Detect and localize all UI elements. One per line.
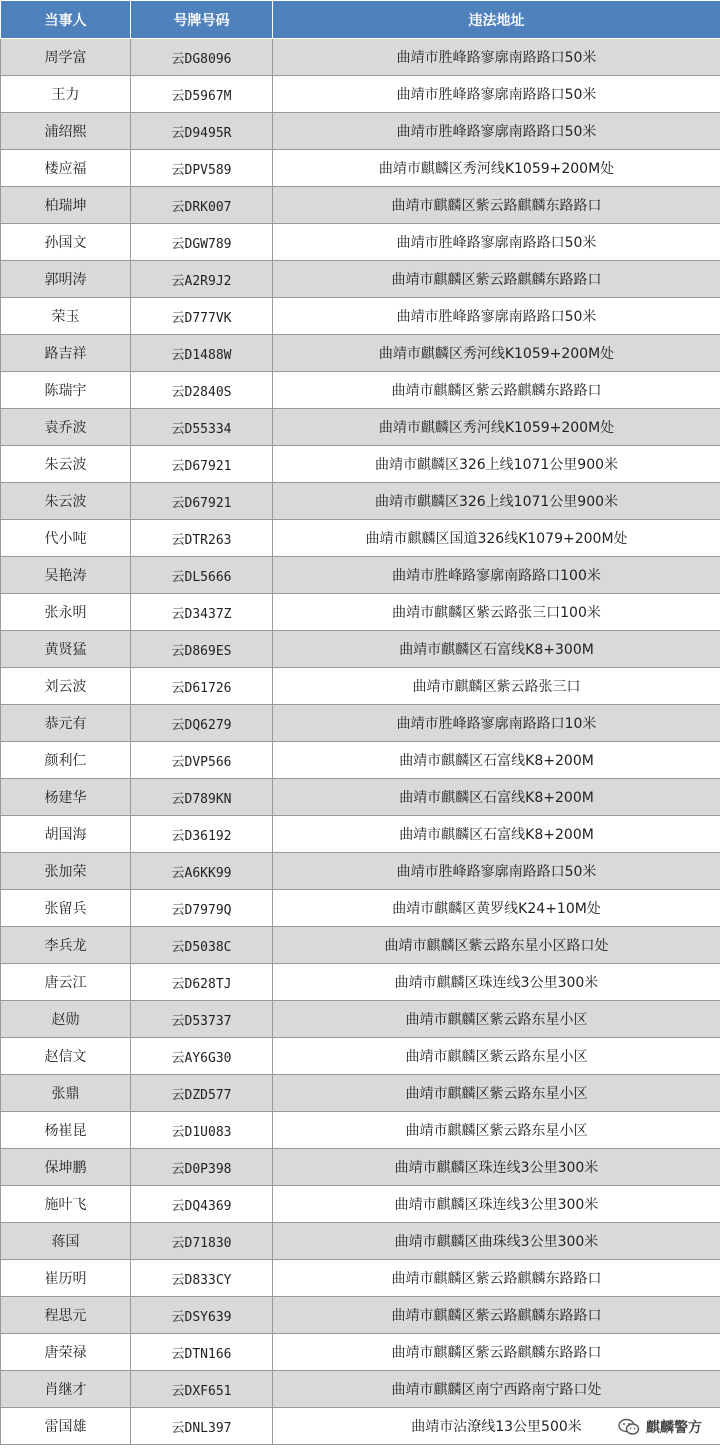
address-cell: 曲靖市麒麟区紫云路东星小区 bbox=[273, 1075, 720, 1112]
table-row bbox=[1, 1371, 720, 1408]
table-row bbox=[1, 742, 720, 779]
party-cell: 孙国文 bbox=[1, 224, 131, 261]
plate-cell: 云DQ4369 bbox=[131, 1186, 273, 1223]
table-row bbox=[1, 594, 720, 631]
address-cell: 曲靖市胜峰路寥廓南路路口50米 bbox=[273, 76, 720, 113]
party-cell: 郭明涛 bbox=[1, 261, 131, 298]
plate-cell: 云D0P398 bbox=[131, 1149, 273, 1186]
party-cell: 张留兵 bbox=[1, 890, 131, 927]
party-cell: 李兵龙 bbox=[1, 927, 131, 964]
address-cell: 曲靖市麒麟区秀河线K1059+200M处 bbox=[273, 335, 720, 372]
table-row bbox=[1, 1186, 720, 1223]
plate-cell: 云D61726 bbox=[131, 668, 273, 705]
party-cell: 浦绍熙 bbox=[1, 113, 131, 150]
plate-cell: 云DQ6279 bbox=[131, 705, 273, 742]
table-row bbox=[1, 261, 720, 298]
plate-cell: 云A6KK99 bbox=[131, 853, 273, 890]
party-cell: 保坤鹏 bbox=[1, 1149, 131, 1186]
table-row bbox=[1, 1075, 720, 1112]
address-cell: 曲靖市麒麟区紫云路张三口100米 bbox=[273, 594, 720, 631]
plate-cell: 云DGW789 bbox=[131, 224, 273, 261]
plate-cell: 云D777VK bbox=[131, 298, 273, 335]
party-cell: 吴艳涛 bbox=[1, 557, 131, 594]
table-row bbox=[1, 1408, 720, 1445]
table-row bbox=[1, 335, 720, 372]
address-cell: 曲靖市麒麟区国道326线K1079+200M处 bbox=[273, 520, 720, 557]
address-cell: 曲靖市麒麟区石富线K8+200M bbox=[273, 816, 720, 853]
table-row bbox=[1, 187, 720, 224]
header-address: 违法地址 bbox=[273, 1, 720, 39]
address-cell: 曲靖市麒麟区珠连线3公里300米 bbox=[273, 1149, 720, 1186]
address-cell: 曲靖市麒麟区秀河线K1059+200M处 bbox=[273, 150, 720, 187]
plate-cell: 云D7979Q bbox=[131, 890, 273, 927]
table-row bbox=[1, 1297, 720, 1334]
party-cell: 黄贤猛 bbox=[1, 631, 131, 668]
address-cell: 曲靖市麒麟区紫云路东星小区路口处 bbox=[273, 927, 720, 964]
table-row bbox=[1, 779, 720, 816]
table-row bbox=[1, 668, 720, 705]
plate-cell: 云D36192 bbox=[131, 816, 273, 853]
table-row bbox=[1, 1260, 720, 1297]
table-row bbox=[1, 298, 720, 335]
plate-cell: 云DSY639 bbox=[131, 1297, 273, 1334]
table-row bbox=[1, 705, 720, 742]
party-cell: 刘云波 bbox=[1, 668, 131, 705]
party-cell: 朱云波 bbox=[1, 446, 131, 483]
party-cell: 代小吨 bbox=[1, 520, 131, 557]
party-cell: 程思元 bbox=[1, 1297, 131, 1334]
party-cell: 杨建华 bbox=[1, 779, 131, 816]
table-row bbox=[1, 927, 720, 964]
address-cell: 曲靖市沾潦线13公里500米 bbox=[273, 1408, 720, 1445]
party-cell: 唐云江 bbox=[1, 964, 131, 1001]
address-cell: 曲靖市胜峰路寥廓南路路口50米 bbox=[273, 224, 720, 261]
table-row bbox=[1, 816, 720, 853]
table-row bbox=[1, 631, 720, 668]
address-cell: 曲靖市麒麟区紫云路麒麟东路路口 bbox=[273, 261, 720, 298]
party-cell: 张加荣 bbox=[1, 853, 131, 890]
watermark-text: 麒麟警方 bbox=[646, 1420, 702, 1436]
table-row bbox=[1, 1334, 720, 1371]
header-party: 当事人 bbox=[1, 1, 131, 39]
address-cell: 曲靖市麒麟区紫云路东星小区 bbox=[273, 1038, 720, 1075]
party-cell: 胡国海 bbox=[1, 816, 131, 853]
party-cell: 唐荣禄 bbox=[1, 1334, 131, 1371]
table-row bbox=[1, 1112, 720, 1149]
address-cell: 曲靖市麒麟区紫云路麒麟东路路口 bbox=[273, 1334, 720, 1371]
party-cell: 蒋国 bbox=[1, 1223, 131, 1260]
party-cell: 赵勋 bbox=[1, 1001, 131, 1038]
address-cell: 曲靖市麒麟区黄罗线K24+10M处 bbox=[273, 890, 720, 927]
table-row bbox=[1, 409, 720, 446]
plate-cell: 云D833CY bbox=[131, 1260, 273, 1297]
plate-cell: 云D71830 bbox=[131, 1223, 273, 1260]
address-cell: 曲靖市麒麟区秀河线K1059+200M处 bbox=[273, 409, 720, 446]
plate-cell: 云DNL397 bbox=[131, 1408, 273, 1445]
table-row bbox=[1, 224, 720, 261]
address-cell: 曲靖市麒麟区紫云路麒麟东路路口 bbox=[273, 1297, 720, 1334]
address-cell: 曲靖市麒麟区石富线K8+300M bbox=[273, 631, 720, 668]
table-row bbox=[1, 150, 720, 187]
table-row bbox=[1, 76, 720, 113]
plate-cell: 云DVP566 bbox=[131, 742, 273, 779]
watermark bbox=[614, 1416, 706, 1438]
address-cell: 曲靖市麒麟区紫云路张三口 bbox=[273, 668, 720, 705]
table-row bbox=[1, 1223, 720, 1260]
table-row bbox=[1, 557, 720, 594]
table-header-row bbox=[1, 1, 720, 39]
table-row bbox=[1, 890, 720, 927]
party-cell: 张永明 bbox=[1, 594, 131, 631]
party-cell: 张鼎 bbox=[1, 1075, 131, 1112]
plate-cell: 云D67921 bbox=[131, 483, 273, 520]
plate-cell: 云D628TJ bbox=[131, 964, 273, 1001]
plate-cell: 云D1U083 bbox=[131, 1112, 273, 1149]
plate-cell: 云D53737 bbox=[131, 1001, 273, 1038]
address-cell: 曲靖市胜峰路寥廓南路路口50米 bbox=[273, 113, 720, 150]
address-cell: 曲靖市麒麟区紫云路麒麟东路路口 bbox=[273, 187, 720, 224]
plate-cell: 云D67921 bbox=[131, 446, 273, 483]
plate-cell: 云A2R9J2 bbox=[131, 261, 273, 298]
party-cell: 周学富 bbox=[1, 39, 131, 76]
address-cell: 曲靖市麒麟区紫云路东星小区 bbox=[273, 1112, 720, 1149]
table-row bbox=[1, 1038, 720, 1075]
address-cell: 曲靖市麒麟区紫云路东星小区 bbox=[273, 1001, 720, 1038]
plate-cell: 云DXF651 bbox=[131, 1371, 273, 1408]
party-cell: 路吉祥 bbox=[1, 335, 131, 372]
table-row bbox=[1, 113, 720, 150]
party-cell: 楼应福 bbox=[1, 150, 131, 187]
table-row bbox=[1, 372, 720, 409]
plate-cell: 云D2840S bbox=[131, 372, 273, 409]
plate-cell: 云DL5666 bbox=[131, 557, 273, 594]
plate-cell: 云D55334 bbox=[131, 409, 273, 446]
plate-cell: 云D3437Z bbox=[131, 594, 273, 631]
table-row bbox=[1, 853, 720, 890]
plate-cell: 云DG8096 bbox=[131, 39, 273, 76]
plate-cell: 云DRK007 bbox=[131, 187, 273, 224]
table-row bbox=[1, 39, 720, 76]
party-cell: 赵信文 bbox=[1, 1038, 131, 1075]
table-row bbox=[1, 1149, 720, 1186]
table-row bbox=[1, 446, 720, 483]
party-cell: 崔历明 bbox=[1, 1260, 131, 1297]
plate-cell: 云D5967M bbox=[131, 76, 273, 113]
address-cell: 曲靖市麒麟区紫云路麒麟东路路口 bbox=[273, 1260, 720, 1297]
table-row bbox=[1, 483, 720, 520]
address-cell: 曲靖市胜峰路寥廓南路路口10米 bbox=[273, 705, 720, 742]
plate-cell: 云D9495R bbox=[131, 113, 273, 150]
address-cell: 曲靖市胜峰路寥廓南路路口50米 bbox=[273, 39, 720, 76]
header-plate: 号牌号码 bbox=[131, 1, 273, 39]
party-cell: 肖继才 bbox=[1, 1371, 131, 1408]
address-cell: 曲靖市麒麟区曲珠线3公里300米 bbox=[273, 1223, 720, 1260]
plate-cell: 云DTN166 bbox=[131, 1334, 273, 1371]
plate-cell: 云D789KN bbox=[131, 779, 273, 816]
plate-cell: 云AY6G30 bbox=[131, 1038, 273, 1075]
table-row bbox=[1, 964, 720, 1001]
wechat-icon bbox=[618, 1418, 640, 1436]
party-cell: 袁乔波 bbox=[1, 409, 131, 446]
party-cell: 王力 bbox=[1, 76, 131, 113]
party-cell: 陈瑞宇 bbox=[1, 372, 131, 409]
party-cell: 施叶飞 bbox=[1, 1186, 131, 1223]
address-cell: 曲靖市麒麟区珠连线3公里300米 bbox=[273, 964, 720, 1001]
plate-cell: 云D5038C bbox=[131, 927, 273, 964]
table-row bbox=[1, 520, 720, 557]
address-cell: 曲靖市胜峰路寥廓南路路口50米 bbox=[273, 853, 720, 890]
address-cell: 曲靖市胜峰路寥廓南路路口50米 bbox=[273, 298, 720, 335]
party-cell: 恭元有 bbox=[1, 705, 131, 742]
party-cell: 杨崔昆 bbox=[1, 1112, 131, 1149]
party-cell: 雷国雄 bbox=[1, 1408, 131, 1445]
party-cell: 朱云波 bbox=[1, 483, 131, 520]
plate-cell: 云DZD577 bbox=[131, 1075, 273, 1112]
address-cell: 曲靖市麒麟区326上线1071公里900米 bbox=[273, 446, 720, 483]
address-cell: 曲靖市麒麟区326上线1071公里900米 bbox=[273, 483, 720, 520]
address-cell: 曲靖市麒麟区石富线K8+200M bbox=[273, 742, 720, 779]
address-cell: 曲靖市麒麟区珠连线3公里300米 bbox=[273, 1186, 720, 1223]
address-cell: 曲靖市胜峰路寥廓南路路口100米 bbox=[273, 557, 720, 594]
plate-cell: 云D869ES bbox=[131, 631, 273, 668]
party-cell: 柏瑞坤 bbox=[1, 187, 131, 224]
party-cell: 荣玉 bbox=[1, 298, 131, 335]
party-cell: 颜利仁 bbox=[1, 742, 131, 779]
plate-cell: 云D1488W bbox=[131, 335, 273, 372]
table-row bbox=[1, 1001, 720, 1038]
plate-cell: 云DPV589 bbox=[131, 150, 273, 187]
plate-cell: 云DTR263 bbox=[131, 520, 273, 557]
address-cell: 曲靖市麒麟区石富线K8+200M bbox=[273, 779, 720, 816]
address-cell: 曲靖市麒麟区南宁西路南宁路口处 bbox=[273, 1371, 720, 1408]
address-cell: 曲靖市麒麟区紫云路麒麟东路路口 bbox=[273, 372, 720, 409]
